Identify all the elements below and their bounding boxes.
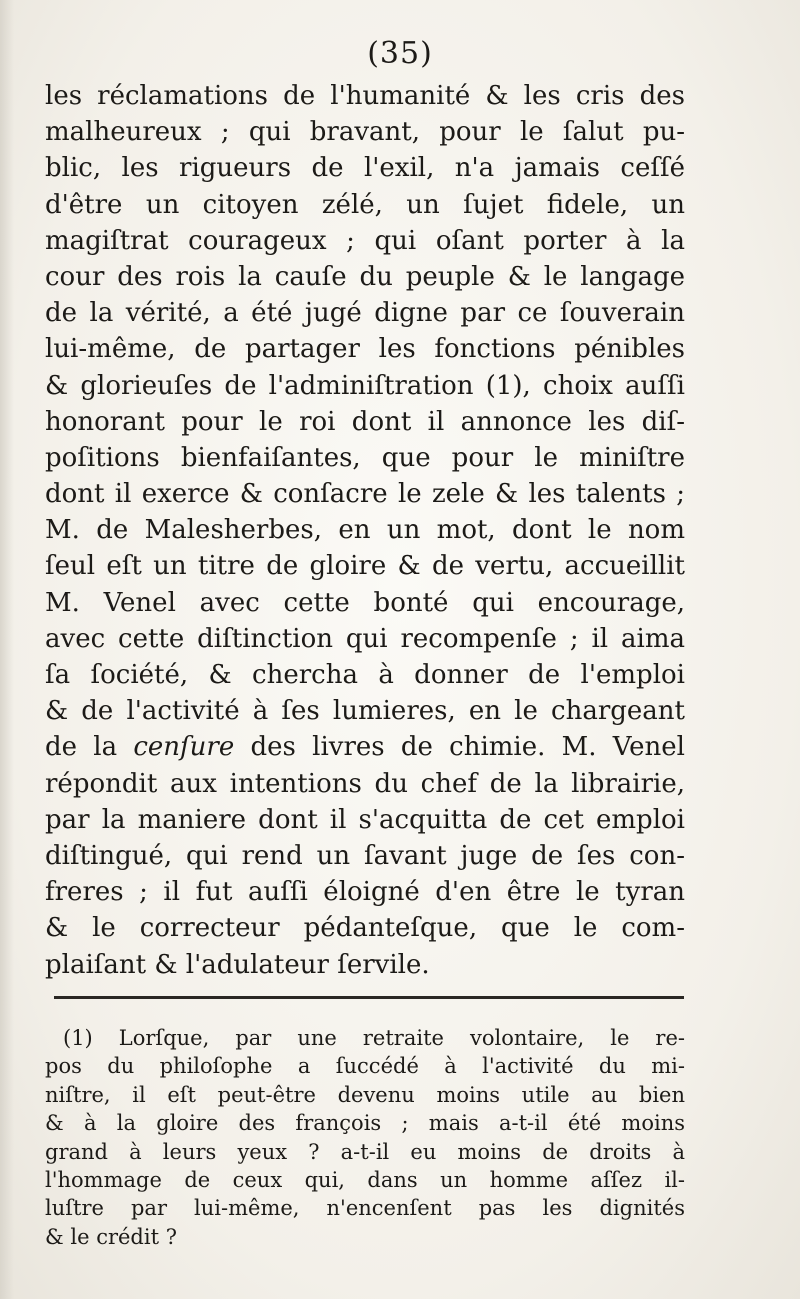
- censure-italic: cenſure: [133, 732, 235, 763]
- text-line: plaiſant & l'adulateur ſervile.: [45, 949, 430, 980]
- main-text: [45, 78, 685, 983]
- text-line: & de l'activité à ſes lumieres, en le chargeant: [45, 696, 685, 727]
- text-line: ſeul eſt un titre de gloire & de vertu, accueillit: [45, 551, 685, 582]
- footnote: [45, 1024, 685, 1251]
- text-line: répondit aux intentions du chef de la librairie,: [45, 768, 685, 799]
- text-line: par la maniere dont il s'acquitta de cet emploi: [45, 804, 685, 835]
- text-line: magiſtrat courageux ; qui oſant porter à la: [45, 225, 685, 256]
- text-line: ſa ſociété, & chercha à donner de l'emploi: [45, 660, 685, 690]
- text-line: freres ; il fut auſſi éloigné d'en être le tyran: [45, 877, 685, 908]
- footnote-line: grand à leurs yeux ? a-t-il eu moins de droits à: [45, 1139, 685, 1164]
- page-number: (35): [367, 36, 433, 71]
- text-line-censure: [45, 729, 685, 765]
- censure-before: de la: [45, 732, 134, 763]
- text-line: diſtingué, qui rend un ſavant juge de ſes con-: [45, 840, 685, 871]
- text-line: lui-même, de partager les fonctions pénibles: [45, 334, 685, 365]
- text-line: d'être un citoyen zélé, un ſujet fidele, un: [45, 189, 685, 220]
- footnote-line: & à la gloire des françois ; mais a-t-il été moins: [45, 1111, 685, 1136]
- text-line: les réclamations de l'humanité & les cris des: [45, 81, 685, 111]
- binding-shadow: [0, 0, 14, 1299]
- footnote-line: pos du philoſophe a ſuccédé à l'activité du mi-: [45, 1054, 685, 1079]
- footnote-line: l'hommage de ceux qui, dans un homme aſſez il-: [45, 1167, 685, 1192]
- text-line: dont il exerce & conſacre le zele & les talents ;: [45, 479, 685, 510]
- text-line: cour des rois la cauſe du peuple & le langage: [45, 261, 685, 292]
- text-line: & glorieuſes de l'adminiſtration (1), choix auſſi: [45, 370, 685, 401]
- text-line: M. Venel avec cette bonté qui encourage,: [45, 587, 685, 618]
- text-line: honorant pour le roi dont il annonce les diſ-: [45, 406, 685, 437]
- text-line: malheureux ; qui bravant, pour le ſalut pu-: [45, 117, 685, 148]
- footnote-line: niſtre, il eſt peut-être devenu moins utile au bien: [45, 1082, 685, 1107]
- footnote-line: luſtre par lui-même, n'encenſent pas les dignités: [45, 1196, 685, 1221]
- footnote-rule: [54, 996, 684, 999]
- text-line: de la vérité, a été jugé digne par ce ſouverain: [45, 298, 685, 329]
- text-line: avec cette diſtinction qui recompenſe ; il aima: [45, 623, 685, 654]
- text-line: poſitions bienfaiſantes, que pour le miniſtre: [45, 442, 685, 473]
- footnote-line: (1) Lorſque, par une retraite volontaire, le re-: [63, 1026, 685, 1050]
- censure-after: des livres de chimie. M. Venel: [234, 732, 685, 763]
- text-line: blic, les rigueurs de l'exil, n'a jamais ceſſé: [45, 153, 685, 184]
- text-line: & le correcteur pédanteſque, que le com-: [45, 913, 685, 944]
- footnote-line: & le crédit ?: [45, 1224, 177, 1249]
- text-line: M. de Malesherbes, en un mot, dont le nom: [45, 515, 685, 546]
